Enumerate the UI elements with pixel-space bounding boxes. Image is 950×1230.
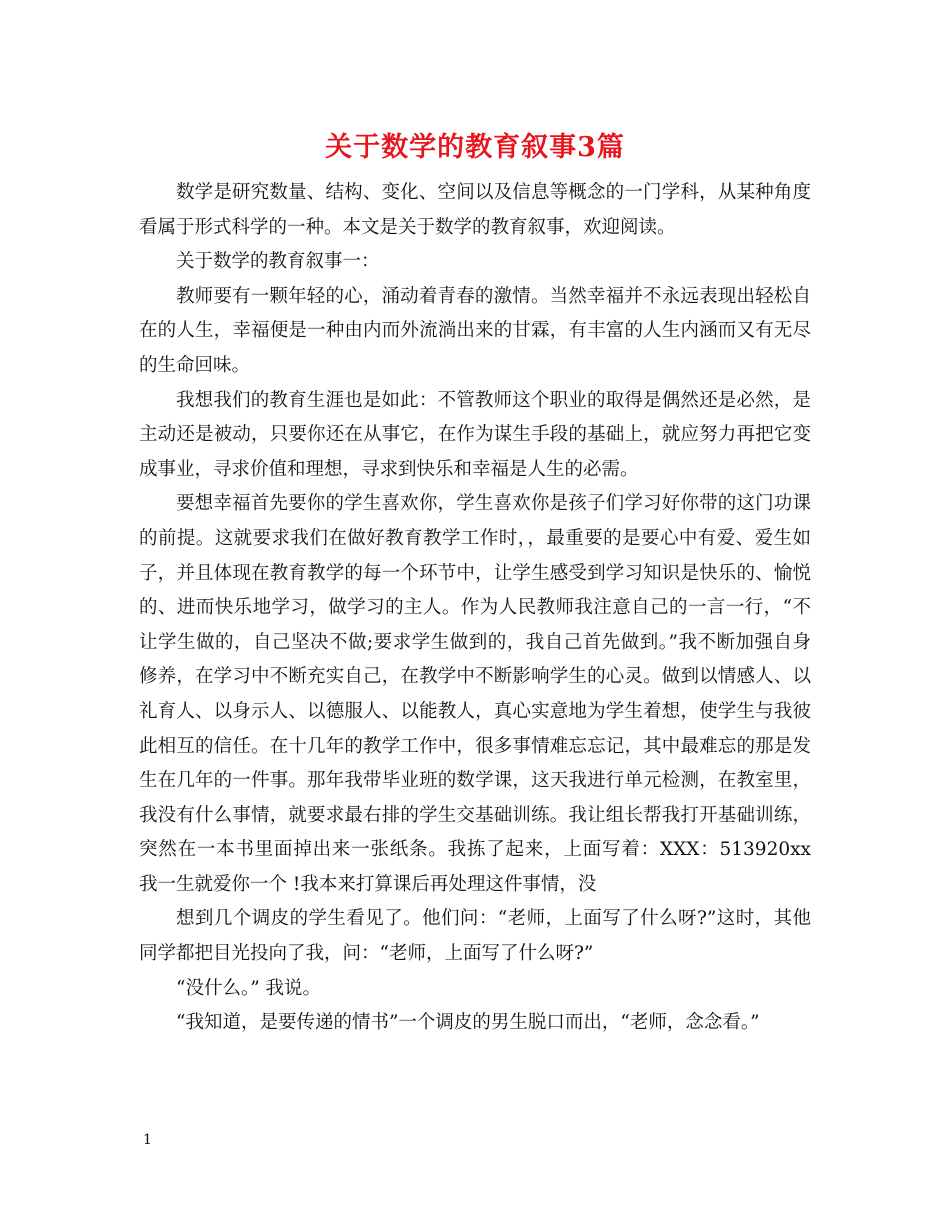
paragraph: “没什么。” 我说。 (176, 977, 322, 999)
document-body (139, 176, 811, 1041)
document-title: 关于数学的教育叙事3篇 (325, 132, 625, 163)
paragraph: 要想幸福首先要你的学生喜欢你，学生喜欢你是孩子们学习好你带的这门功课的前提。这就要求我们在做好教育教学工作时，，最重要的是要心中有爱、爱生如子，并且体现在教育教学的每一个环节中，让学生感受到学习知识是快乐的、愉悦的、进而快乐地学习，做学习的主人。作为人民教师我注意自己的一言一行，“不让学生做的，自己坚决不做;要求学生做到的，我自己首先做到。”我不断加强自身修养，在学习中不断充实自己，在教学中不断影响学生的心灵。做到以情感人、以礼育人、以身示人、以德服人、以能教人，真心实意地为学生着想，使学生与我彼此相互的信任。在十几年的教学工作中，很多事情难忘忘记，其中最难忘的那是发生在几年的一件事。那年我带毕业班的数学课，这天我进行单元检测，在教室里，我没有什么事情，就要求最右排的学生交基础训练。我让组长帮我打开基础训练，突然在一本书里面掉出来一张纸条。我拣了起来，上面写着：XXX：513920xx 我一生就爱你一个 !我本来打算课后再处理这件事情，没 (139, 493, 811, 895)
paragraph: 想到几个调皮的学生看见了。他们问：“老师，上面写了什么呀?”这时，其他同学都把目光投向了我，问：“老师，上面写了什么呀?” (139, 908, 811, 965)
paragraph: 关于数学的教育叙事一： (176, 251, 380, 273)
paragraph: 数学是研究数量、结构、变化、空间以及信息等概念的一门学科，从某种角度看属于形式科学的一种。本文是关于数学的教育叙事，欢迎阅读。 (139, 182, 811, 238)
page-number: 1 (143, 1132, 152, 1148)
paragraph: 教师要有一颗年轻的心，涌动着青春的激情。当然幸福并不永远表现出轻松自在的人生，幸福便是一种由内而外流淌出来的甘霖，有丰富的人生内涵而又有无尽的生命回味。 (139, 285, 811, 376)
paragraph: “我知道，是要传递的情书”一个调皮的男生脱口而出，“老师，念念看。” (176, 1012, 760, 1034)
paragraph: 我想我们的教育生涯也是如此：不管教师这个职业的取得是偶然还是必然，是主动还是被动，只要你还在从事它，在作为谋生手段的基础上，就应努力再把它变成事业，寻求价值和理想，寻求到快乐和幸福是人生的必需。 (139, 389, 811, 480)
